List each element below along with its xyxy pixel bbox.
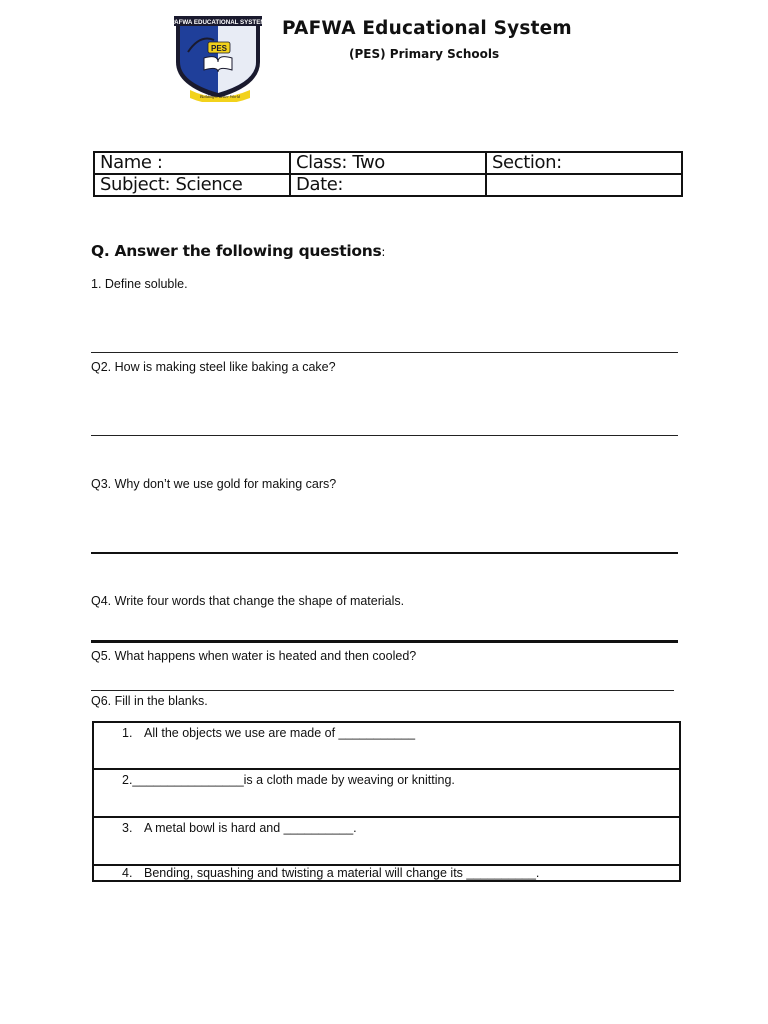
blank-number: 4. bbox=[122, 866, 133, 880]
question-5: Q5. What happens when water is heated and then cooled? bbox=[91, 649, 417, 663]
blank-text: A metal bowl is hard and __________. bbox=[144, 821, 357, 835]
logo-badge: PES bbox=[210, 44, 228, 53]
blank-number: 3. bbox=[122, 821, 133, 835]
blank-number: 1. bbox=[122, 726, 133, 740]
date-field[interactable]: Date: bbox=[290, 174, 486, 196]
school-logo bbox=[170, 12, 266, 102]
blank-text: All the objects we use are made of ___________ bbox=[144, 726, 416, 740]
instructions-heading bbox=[91, 242, 385, 260]
table-row bbox=[93, 722, 680, 769]
question-6: Q6. Fill in the blanks. bbox=[91, 694, 208, 708]
blank-item-1[interactable] bbox=[93, 722, 680, 769]
table-row bbox=[93, 865, 680, 881]
table-row bbox=[93, 769, 680, 817]
table-row bbox=[93, 817, 680, 865]
class-field: Class: Two bbox=[290, 152, 486, 174]
answer-line-5[interactable] bbox=[91, 690, 674, 691]
blank-item-2[interactable] bbox=[93, 769, 680, 817]
subject-field: Subject: Science bbox=[94, 174, 290, 196]
organization-subtitle: (PES) Primary Schools bbox=[349, 47, 500, 61]
question-4: Q4. Write four words that change the shape of materials. bbox=[91, 594, 405, 608]
name-field[interactable]: Name : bbox=[94, 152, 290, 174]
blank-text: Bending, squashing and twisting a material will change its __________. bbox=[144, 866, 540, 880]
section-field[interactable]: Section: bbox=[486, 152, 682, 174]
heading-colon: : bbox=[381, 245, 386, 259]
answer-line-1[interactable] bbox=[91, 352, 678, 353]
answer-line-4[interactable] bbox=[91, 640, 678, 643]
blank-text: 2.________________is a cloth made by weaving or knitting. bbox=[122, 773, 455, 787]
fill-in-blanks-table bbox=[92, 721, 681, 882]
question-3: Q3. Why don’t we use gold for making cars? bbox=[91, 477, 337, 491]
logo-motto: Building a Better World bbox=[200, 94, 240, 99]
question-1: 1. Define soluble. bbox=[91, 277, 188, 291]
blank-item-3[interactable] bbox=[93, 817, 680, 865]
table-row bbox=[94, 174, 682, 196]
student-info-table bbox=[93, 151, 683, 197]
question-2: Q2. How is making steel like baking a cake? bbox=[91, 360, 336, 374]
table-row bbox=[94, 152, 682, 174]
answer-line-2[interactable] bbox=[91, 435, 678, 436]
logo-text: PAFWA EDUCATIONAL SYSTEM bbox=[170, 19, 266, 26]
organization-title: PAFWA Educational System bbox=[282, 18, 572, 39]
answer-line-3[interactable] bbox=[91, 552, 678, 554]
blank-item-4[interactable] bbox=[93, 865, 680, 881]
blank-cell bbox=[486, 174, 682, 196]
heading-text: Q. Answer the following questions bbox=[91, 242, 382, 260]
